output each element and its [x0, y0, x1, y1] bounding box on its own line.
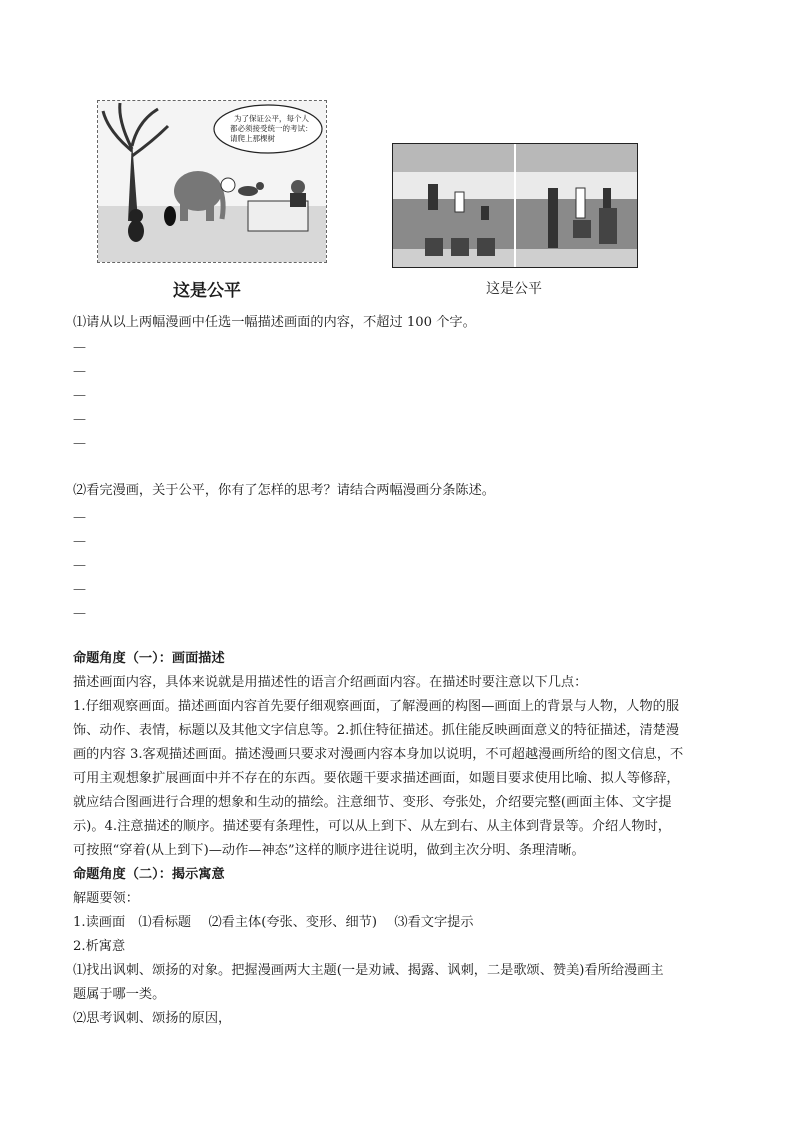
section-2-line: ⑴找出讽刺、颂扬的对象。把握漫画两大主题(一是劝诫、揭露、讽刺，二是歌颂、赞美)看所给漫画主	[73, 963, 664, 978]
cartoon-tree-exam	[97, 100, 327, 263]
answer-line: —	[73, 558, 86, 573]
cartoon-fence-boxes-illustration	[393, 144, 637, 267]
section-1-line: 可用主观想象扩展画面中并不存在的东西。要依题干要求描述画面，如题目要求使用比喻、拟人等修辞，	[73, 771, 680, 786]
section-2-line: 解题要领：	[73, 891, 139, 906]
answer-line: —	[73, 436, 86, 451]
cartoon-tree-exam-illustration	[98, 101, 326, 262]
section-2-line: 题属于哪一类。	[73, 987, 166, 1002]
question-2: ⑵看完漫画，关于公平，你有了怎样的思考？请结合两幅漫画分条陈述。	[73, 483, 495, 498]
answer-line: —	[73, 534, 86, 549]
answer-line: —	[73, 388, 86, 403]
section-1-line: 示)。4.注意描述的顺序。描述要有条理性，可以从上到下、从左到右、从主体到背景等。介绍人物时，	[73, 819, 671, 834]
section-2-line: 2.析寓意	[73, 939, 126, 954]
section-1-heading: 命题角度（一）：画面描述	[73, 651, 225, 666]
section-2-line: ⑵思考讽刺、颂扬的原因，	[73, 1011, 232, 1026]
speech-line-3: 请爬上那棵树	[230, 134, 275, 143]
cartoon-fence-boxes	[392, 143, 638, 268]
answer-line: —	[73, 412, 86, 427]
caption-left: 这是公平	[173, 281, 241, 301]
speech-line-1: 为了保证公平，每个人	[234, 114, 309, 123]
section-2-heading: 命题角度（二）：揭示寓意	[73, 867, 225, 882]
section-1-line: 就应结合图画进行合理的想象和生动的描绘。注意细节、变形、夸张处，介绍要完整(画面主体、文字提	[73, 795, 672, 810]
section-1-line: 画的内容 3.客观描述画面。描述漫画只要求对漫画内容本身加以说明，不可超越漫画所给的图文信息，不	[73, 747, 684, 762]
answer-line: —	[73, 606, 86, 621]
caption-right: 这是公平	[486, 281, 542, 297]
section-2-line: 1.读画面 ⑴看标题 ⑵看主体(夸张、变形、细节) ⑶看文字提示	[73, 915, 474, 930]
answer-line: —	[73, 510, 86, 525]
section-1-line: 可按照“穿着(从上到下)—动作—神态”这样的顺序进往说明，做到主次分明、条理清晰。	[73, 843, 585, 858]
answer-line: —	[73, 340, 86, 355]
section-1-line: 1.仔细观察画面。描述画面内容首先要仔细观察画面，了解漫画的构图—画面上的背景与人物，人物的服	[73, 699, 680, 714]
speech-line-2: 都必须接受统一的考试：	[230, 124, 313, 133]
section-1-line: 描述画面内容，具体来说就是用描述性的语言介绍画面内容。在描述时要注意以下几点：	[73, 675, 588, 690]
answer-line: —	[73, 582, 86, 597]
question-1: ⑴请从以上两幅漫画中任选一幅描述画面的内容，不超过 100 个字。	[73, 315, 476, 330]
section-1-line: 饰、动作、表情，标题以及其他文字信息等。2.抓住特征描述。抓住能反映画面意义的特征描述，清楚漫	[73, 723, 680, 738]
answer-line: —	[73, 364, 86, 379]
